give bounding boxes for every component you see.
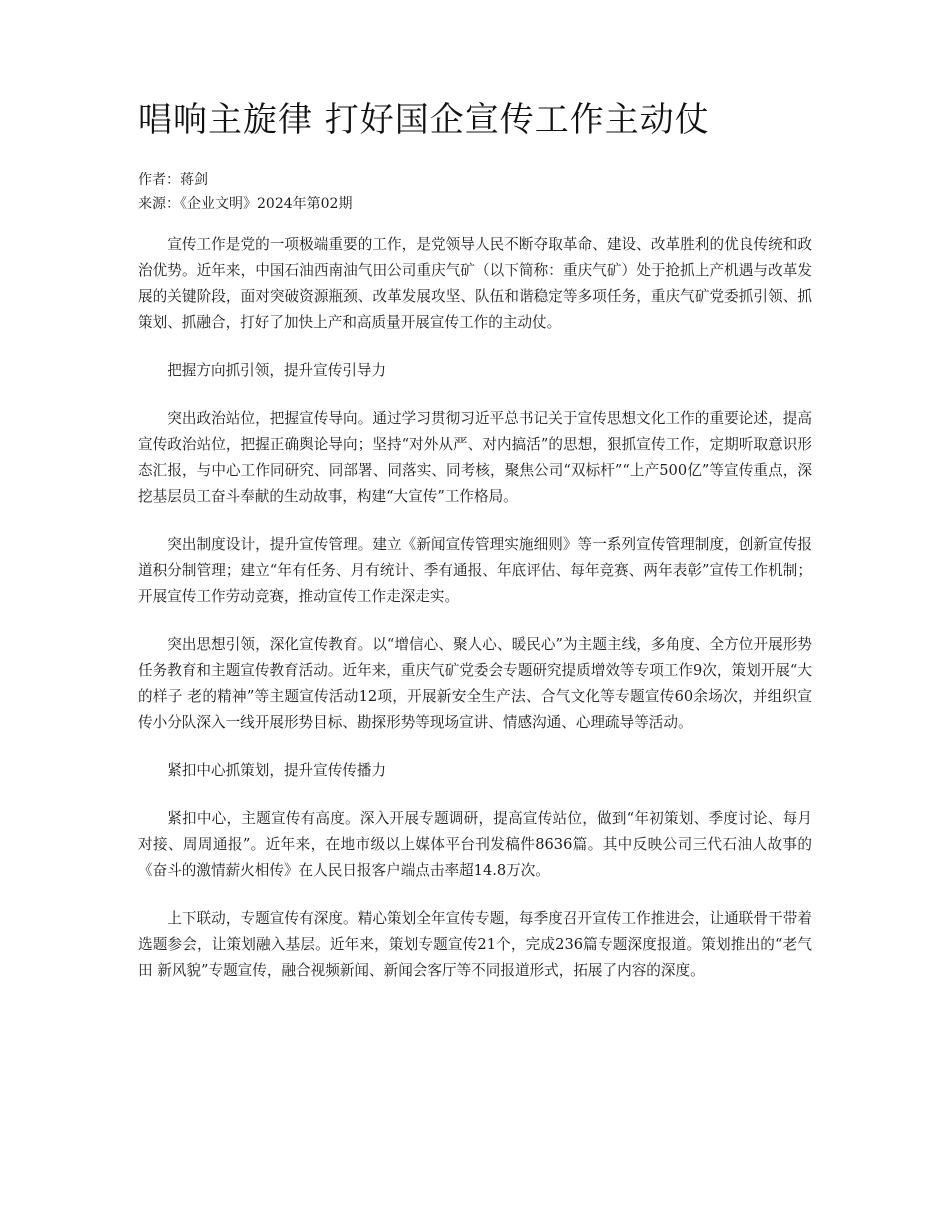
paragraph-ideological-guidance: 突出思想引领，深化宣传教育。以“增信心、聚人心、暖民心”为主题主线，多角度、全方位开展形势任务教育和主题宣传教育活动。近年来，重庆气矿党委会专题研究提质增效等专项工作9次，策划开展“大的样子 老的精神”等主题宣传活动12项，开展新安全生产法、合气文化等专题宣传60余场次，并组织宣传小分队深入一线开展形势目标、勘探形势等现场宣讲、情感沟通、心理疏导等活动。 [138, 636, 812, 731]
paragraph-linkage: 上下联动，专题宣传有深度。精心策划全年宣传专题，每季度召开宣传工作推进会，让通联骨干带着选题参会，让策划融入基层。近年来，策划专题宣传21个，完成236篇专题深度报道。策划推出的“老气田 新风貌”专题宣传，融合视频新闻、新闻会客厅等不同报道形式，拓展了内容的深度。 [138, 910, 812, 979]
paragraph-system-design: 突出制度设计，提升宣传管理。建立《新闻宣传管理实施细则》等一系列宣传管理制度，创新宣传报道积分制管理；建立“年有任务、月有统计、季有通报、年底评估、每年竞赛、两年表彰”宣传工作机制；开展宣传工作劳动竞赛，推动宣传工作走深走实。 [138, 536, 812, 605]
author-line: 作者：蒋剑 [138, 172, 208, 188]
article-body [138, 232, 812, 1006]
section-heading-guidance: 把握方向抓引领，提升宣传引导力 [167, 362, 387, 379]
paragraph-intro: 宣传工作是党的一项极端重要的工作，是党领导人民不断夺取革命、建设、改革胜利的优良传统和政治优势。近年来，中国石油西南油气田公司重庆气矿（以下简称：重庆气矿）处于抢抓上产机遇与改革发展的关键阶段，面对突破资源瓶颈、改革发展攻坚、队伍和谐稳定等多项任务，重庆气矿党委抓引领、抓策划、抓融合，打好了加快上产和高质量开展宣传工作的主动仗。 [138, 236, 812, 331]
paragraph-political-stance: 突出政治站位，把握宣传导向。通过学习贯彻习近平总书记关于宣传思想文化工作的重要论述，提高宣传政治站位，把握正确舆论导向；坚持“对外从严、对内搞活”的思想，狠抓宣传工作，定期听取意识形态汇报，与中心工作同研究、同部署、同落实、同考核，聚焦公司“双标杆”“上产500亿”等宣传重点，深挖基层员工奋斗奉献的生动故事，构建“大宣传”工作格局。 [138, 410, 812, 505]
article-meta [138, 168, 818, 216]
paragraph-central-theme: 紧扣中心，主题宣传有高度。深入开展专题调研，提高宣传站位，做到“年初策划、季度讨论、每月对接、周周通报”。近年来，在地市级以上媒体平台刊发稿件8636篇。其中反映公司三代石油人故事的《奋斗的激情薪火相传》在人民日报客户端点击率超14.8万次。 [138, 810, 812, 879]
source-line: 来源：《企业文明》2024年第02期 [138, 196, 353, 212]
article-title: 唱响主旋律 打好国企宣传工作主动仗 [138, 100, 710, 140]
section-heading-communication: 紧扣中心抓策划，提升宣传传播力 [167, 762, 387, 779]
